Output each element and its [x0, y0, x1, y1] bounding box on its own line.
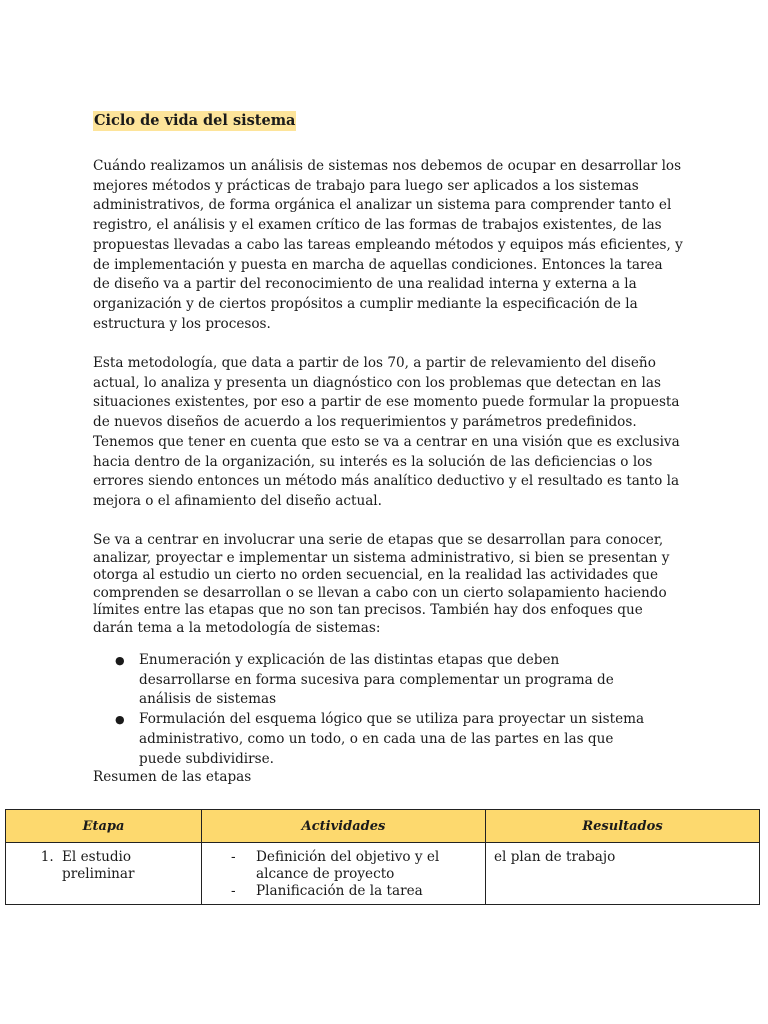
header-actividades: Actividades	[202, 810, 486, 843]
stage-name: 1. El estudio preliminar	[58, 849, 193, 883]
paragraph-methodology: Esta metodología, que data a partir de los 70, a partir de relevamiento del diseño actual, lo analiza y presenta un diagnóstico con los problemas que detectan en las situaciones existentes, por eso a partir de ese momento puede formular la propuesta de nuevos diseños de acuerdo a los requerimientos y parámetros predefinidos. Tenemos que tener en cuenta que esto se va a centrar en una visión que es exclusiva hacia dentro de la organización, su interés es la solución de las deficiencias o los errores siendo entonces un método más analítico deductivo y el resultado es tanto la mejora o el afinamiento del diseño actual.	[93, 355, 680, 509]
activity-item: - Planificación de la tarea	[231, 883, 423, 899]
document-title: Ciclo de vida del sistema	[94, 112, 296, 129]
activity-item: - Definición del objetivo y el alcance de proyecto	[231, 849, 440, 882]
list-item: ● Formulación del esquema lógico que se utiliza para proyectar un sistema administrativo, como un todo, o en cada una de las partes en las que puede subdividirse.	[115, 711, 645, 767]
dash-icon: -	[231, 849, 236, 865]
dash-icon: -	[231, 883, 236, 899]
bullet-icon: ●	[115, 713, 125, 727]
stages-table	[5, 809, 760, 905]
paragraph-intro: Cuándo realizamos un análisis de sistemas nos debemos de ocupar en desarrollar los mejores métodos y prácticas de trabajo para luego ser aplicados a los sistemas administrativos, de forma orgánica el analizar un sistema para comprender tanto el registro, el análisis y el examen crítico de las formas de trabajos existentes, de las propuestas llevadas a cabo las tareas empleando métodos y equipos más eficientes, y de implementación y puesta en marcha de aquellas condiciones. Entonces la tarea de diseño va a partir del reconocimiento de una realidad interna y externa a la organización y de ciertos propósitos a cumplir mediante la especificación de la estructura y los procesos.	[93, 158, 683, 332]
cell-result: el plan de trabajo	[486, 843, 760, 905]
table-row	[6, 843, 760, 905]
table-header-row	[6, 810, 760, 843]
approaches-list	[93, 651, 653, 769]
header-etapa: Etapa	[6, 810, 202, 843]
summary-label: Resumen de las etapas	[93, 769, 252, 785]
cell-stage	[6, 843, 202, 905]
bullet-icon: ●	[115, 654, 125, 667]
header-resultados: Resultados	[486, 810, 760, 843]
list-item: ● Enumeración y explicación de las distintas etapas que deben desarrollarse en forma sucesiva para complementar un programa de análisis de sistemas	[115, 652, 614, 708]
cell-activities	[202, 843, 486, 905]
paragraph-stages: Se va a centrar en involucrar una serie de etapas que se desarrollan para conocer, analizar, proyectar e implementar un sistema administrativo, si bien se presentan y otorga al estudio un cierto no orden secuencial, en la realidad las actividades que comprenden se desarrollan o se llevan a cabo con un cierto solapamiento haciendo límites entre las etapas que no son tan precisos. También hay dos enfoques que darán tema a la metodología de sistemas:	[93, 532, 670, 636]
